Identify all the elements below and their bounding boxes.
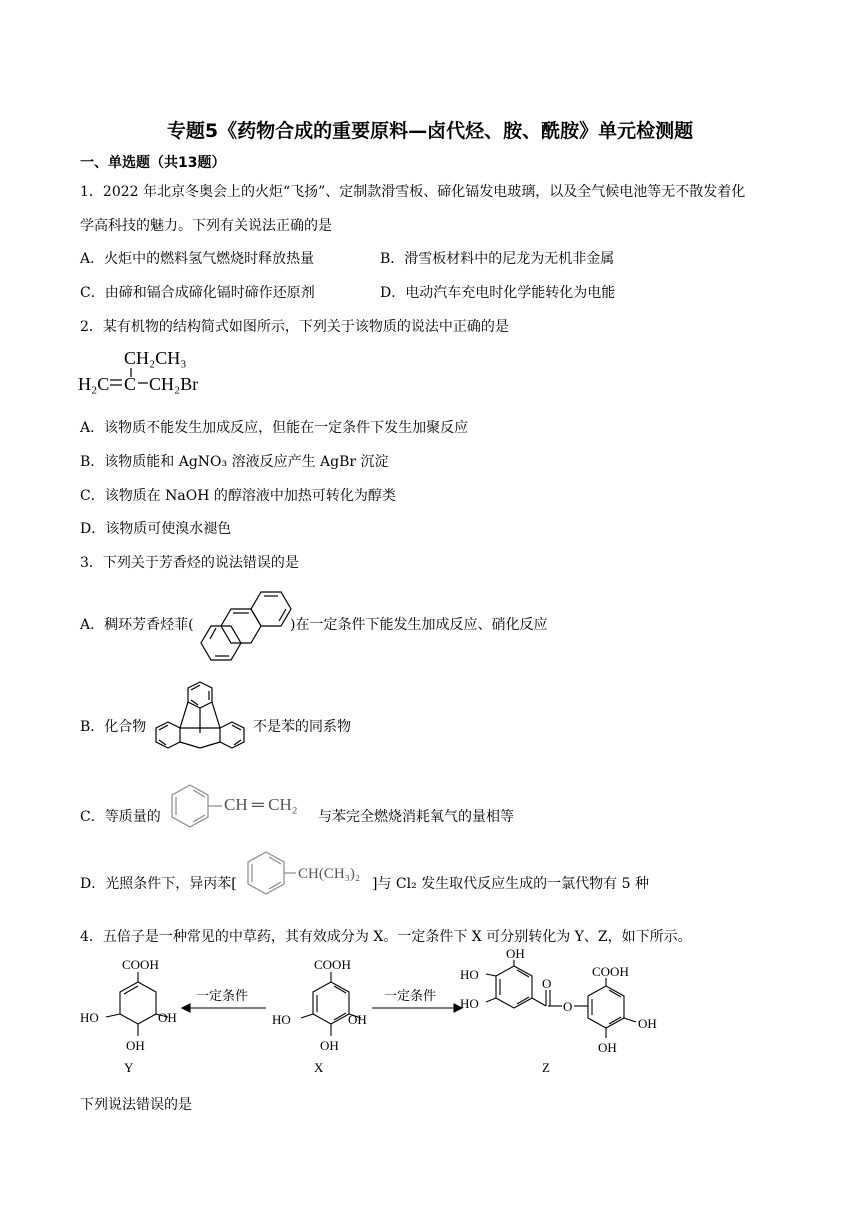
- q3-stem: 3．下列关于芳香烃的说法错误的是: [80, 555, 299, 571]
- q2-struct-top: CH₂CH₃: [124, 348, 187, 368]
- q1-option-c: C．由碲和镉合成碲化镉时碲作还原剂: [80, 285, 315, 301]
- q2-struct-center: C: [124, 374, 137, 394]
- triptycene-structure: [150, 678, 250, 768]
- q3-option-b-pre: B．化合物: [80, 719, 147, 735]
- x-cooh: COOH: [314, 957, 351, 972]
- z-oh-right: OH: [638, 1016, 657, 1031]
- q3-option-c-pre: C．等质量的: [80, 809, 161, 825]
- cumene-structure: [242, 850, 382, 912]
- phenanthrene-structure: [198, 584, 298, 662]
- q3-option-c-post: 与苯完全燃烧消耗氧气的量相等: [318, 809, 514, 825]
- q1-option-d: D．电动汽车充电时化学能转化为电能: [380, 285, 616, 301]
- y-ho: HO: [80, 1010, 99, 1025]
- z-ho-upper: HO: [460, 967, 479, 982]
- condition-2: 一定条件: [384, 988, 437, 1003]
- z-oh-top: OH: [506, 946, 525, 961]
- x-oh-bottom: OH: [320, 1038, 339, 1053]
- x-oh-right: OH: [348, 1012, 367, 1027]
- styrene-structure: [160, 783, 320, 845]
- page-title: 专题5《药物合成的重要原料—卤代烃、胺、酰胺》单元检测题: [166, 120, 694, 142]
- z-ester-o: O: [563, 999, 573, 1014]
- label-y: Y: [124, 1060, 134, 1075]
- q2-stem: 2．某有机物的结构简式如图所示，下列关于该物质的说法中正确的是: [80, 319, 509, 335]
- q4-tail: 下列说法错误的是: [80, 1097, 192, 1113]
- y-oh-bottom: OH: [126, 1038, 145, 1053]
- y-oh-right: OH: [158, 1010, 177, 1025]
- q4-stem: 4．五倍子是一种常见的中草药，其有效成分为 X。一定条件下 X 可分别转化为 Y、Z，如下所示。: [80, 929, 692, 945]
- q3-option-a-post: )在一定条件下能发生加成反应、硝化反应: [290, 617, 548, 633]
- q1-option-a: A．火炬中的燃料氢气燃烧时释放热量: [80, 251, 315, 267]
- q2-option-d: D．该物质可使溴水褪色: [80, 521, 232, 537]
- q3-option-a-pre: A．稠环芳香烃菲(: [80, 617, 194, 633]
- q1-stem-line2: 学高科技的魅力。下列有关说法正确的是: [80, 218, 332, 234]
- q4-reaction-scheme: [76, 946, 716, 1080]
- z-cooh: COOH: [592, 964, 629, 979]
- q2-option-a: A．该物质不能发生加成反应，但能在一定条件下发生加聚反应: [80, 420, 469, 436]
- z-oh-bottom: OH: [598, 1040, 617, 1055]
- q2-option-c: C．该物质在 NaOH 的醇溶液中加热可转化为醇类: [80, 488, 396, 504]
- label-x: X: [314, 1060, 324, 1075]
- condition-1: 一定条件: [196, 988, 249, 1003]
- y-cooh: COOH: [122, 957, 159, 972]
- q2-structure-diagram: [78, 344, 218, 396]
- z-ho-lower: HO: [460, 996, 479, 1011]
- cumene-chain: CH(CH₃)₂: [298, 866, 361, 882]
- section-heading: 一、单选题（共13题）: [80, 155, 226, 171]
- q3-option-d-post: ]与 Cl₂ 发生取代反应生成的一氯代物有 5 种: [372, 876, 649, 892]
- q1-stem-line1: 1．2022 年北京冬奥会上的火炬“飞扬”、定制款滑雪板、碲化镉发电玻璃，以及全气候电池等无不散发着化: [80, 184, 746, 200]
- styrene-chain: CH ═ CH₂: [224, 795, 298, 814]
- q3-option-d-pre: D．光照条件下，异丙苯[: [80, 876, 237, 892]
- q2-struct-left: H₂C: [78, 374, 110, 394]
- q3-option-b-post: 不是苯的同系物: [253, 719, 351, 735]
- q1-option-b: B．滑雪板材料中的尼龙为无机非金属: [380, 251, 615, 267]
- label-z: Z: [542, 1060, 550, 1075]
- z-carbonyl-o: O: [542, 976, 552, 991]
- q2-struct-right: CH₂Br: [149, 374, 199, 394]
- x-ho: HO: [272, 1012, 291, 1027]
- q2-option-b: B．该物质能和 AgNO₃ 溶液反应产生 AgBr 沉淀: [80, 454, 389, 470]
